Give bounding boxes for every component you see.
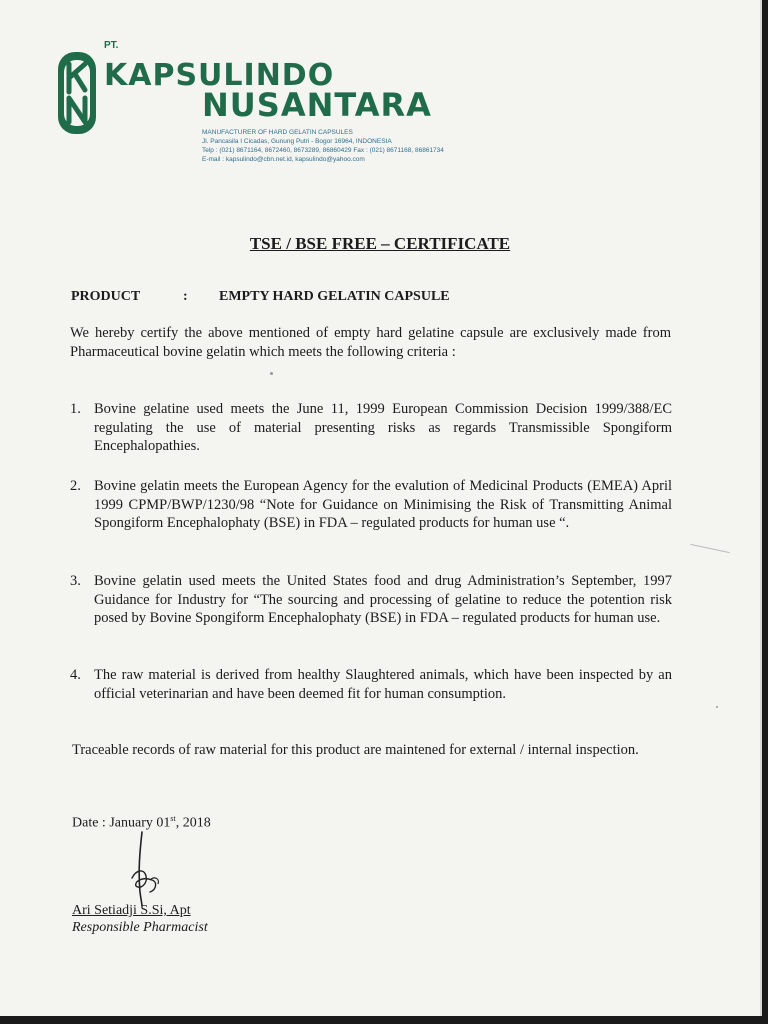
company-phone: Telp : (021) 8671164, 8672460, 8673289, 86860429 Fax : (021) 8671168, 86861734 [202,147,444,154]
signatory-name: Ari Setiadji S.Si, Apt [72,903,191,918]
criteria-text: Bovine gelatin used meets the United States food and drug Administration’s September, 1997 Guidance for Industry for “The sourcing and processing of gelatine to reduce the potention risk posed by Bovine Spongiform Encephalophaty (BSE) in FDA – regulated products for human use. [94,573,672,626]
scan-speck [690,544,729,553]
criteria-number: 1. [70,401,81,417]
company-logo-icon [56,50,98,136]
product-value: EMPTY HARD GELATIN CAPSULE [219,289,450,304]
date-ordinal: st [170,814,176,823]
product-line [71,289,450,305]
criteria-number: 3. [70,573,81,589]
company-name-line2: NUSANTARA [202,86,432,124]
company-email: E-mail : kapsulindo@cbn.net.id, kapsulindo@yahoo.com [202,156,365,163]
page-title: TSE / BSE FREE – CERTIFICATE [249,234,511,253]
product-label: PRODUCT [71,289,141,304]
company-name-line1: KAPSULINDO [104,58,335,93]
criteria-text: Bovine gelatin meets the European Agency for the evalution of Medicinal Products (EMEA) April 1999 CPMP/BWP/1230/98 “Note for Guidance on Minimising the Risk of Transmitting Animal Spongiform Encephalophaty (BSE) in FDA – regulated products for human use “. [94,478,672,531]
criteria-number: 4. [70,667,81,683]
criteria-item [70,400,672,456]
company-address: Jl. Pancasila I Cicadas, Gunung Putri - Bogor 16964, INDONESIA [202,138,392,145]
date-year: , 2018 [175,815,211,831]
handwritten-signature [120,830,180,908]
signatory-role: Responsible Pharmacist [72,920,208,935]
criteria-number: 2. [70,478,81,494]
scan-speck [270,372,273,375]
company-prefix: PT. [104,40,119,51]
scan-speck [716,706,718,708]
criteria-item [70,666,672,703]
company-tagline: MANUFACTURER OF HARD GELATIN CAPSULES [202,129,353,136]
criteria-item [70,477,672,533]
date-value: January 01 [109,815,171,831]
product-separator: : [183,289,188,304]
traceability-paragraph: Traceable records of raw material for this product are maintened for external / internal inspection. [72,742,639,758]
criteria-text: Bovine gelatine used meets the June 11, 1999 European Commission Decision 1999/388/EC regulating the use of material presenting risks as regards Transmissible Spongiform Encephalopathies. [94,401,672,454]
date-label: Date : [72,815,106,831]
date-line [72,814,211,832]
criteria-text: The raw material is derived from healthy Slaughtered animals, which have been inspected by an official veterinarian and have been deemed fit for human consumption. [94,667,672,702]
criteria-item [70,572,672,628]
intro-paragraph: We hereby certify the above mentioned of empty hard gelatine capsule are exclusively made from Pharmaceutical bovine gelatin which meets the following criteria : [70,325,671,360]
